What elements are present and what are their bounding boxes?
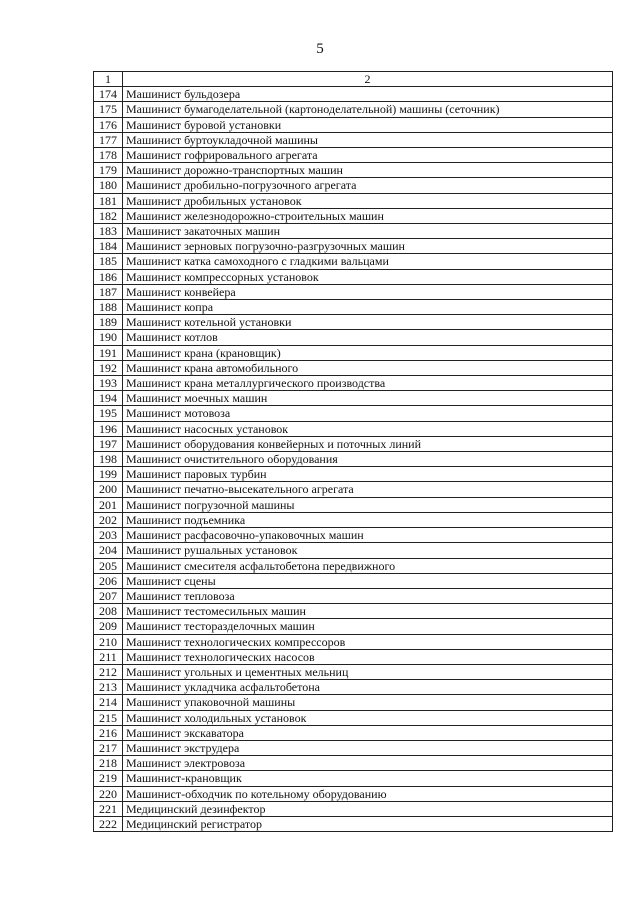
row-number: 191 bbox=[94, 345, 123, 360]
table-row bbox=[94, 680, 613, 695]
row-number: 220 bbox=[94, 786, 123, 801]
profession-name: Машинист котельной установки bbox=[123, 315, 613, 330]
profession-name: Машинист электровоза bbox=[123, 756, 613, 771]
profession-name: Машинист экскаватора bbox=[123, 725, 613, 740]
profession-name: Машинист экструдера bbox=[123, 740, 613, 755]
table-row bbox=[94, 132, 613, 147]
table-row bbox=[94, 269, 613, 284]
row-number: 212 bbox=[94, 664, 123, 679]
table-row bbox=[94, 315, 613, 330]
profession-name: Машинист дробильных установок bbox=[123, 193, 613, 208]
table-row bbox=[94, 756, 613, 771]
row-number: 188 bbox=[94, 300, 123, 315]
row-number: 182 bbox=[94, 208, 123, 223]
table-row bbox=[94, 695, 613, 710]
profession-name: Машинист моечных машин bbox=[123, 391, 613, 406]
table-row bbox=[94, 512, 613, 527]
table-row bbox=[94, 786, 613, 801]
row-number: 215 bbox=[94, 710, 123, 725]
professions-table bbox=[93, 71, 613, 832]
row-number: 189 bbox=[94, 315, 123, 330]
profession-name: Машинист подъемника bbox=[123, 512, 613, 527]
table-row bbox=[94, 588, 613, 603]
table-row bbox=[94, 649, 613, 664]
row-number: 185 bbox=[94, 254, 123, 269]
profession-name: Машинист очистительного оборудования bbox=[123, 452, 613, 467]
profession-name: Машинист крана металлургического производства bbox=[123, 376, 613, 391]
table-row bbox=[94, 619, 613, 634]
row-number: 180 bbox=[94, 178, 123, 193]
profession-name: Машинист рушальных установок bbox=[123, 543, 613, 558]
table-row bbox=[94, 148, 613, 163]
row-number: 197 bbox=[94, 436, 123, 451]
row-number: 210 bbox=[94, 634, 123, 649]
profession-name: Машинист паровых турбин bbox=[123, 467, 613, 482]
row-number: 219 bbox=[94, 771, 123, 786]
table-row bbox=[94, 725, 613, 740]
row-number: 204 bbox=[94, 543, 123, 558]
profession-name: Машинист мотовоза bbox=[123, 406, 613, 421]
profession-name: Машинист гофрировального агрегата bbox=[123, 148, 613, 163]
profession-name: Машинист укладчика асфальтобетона bbox=[123, 680, 613, 695]
profession-name: Машинист угольных и цементных мельниц bbox=[123, 664, 613, 679]
row-number: 198 bbox=[94, 452, 123, 467]
profession-name: Машинист дорожно-транспортных машин bbox=[123, 163, 613, 178]
row-number: 195 bbox=[94, 406, 123, 421]
row-number: 201 bbox=[94, 497, 123, 512]
table-row bbox=[94, 634, 613, 649]
table-row bbox=[94, 178, 613, 193]
row-number: 177 bbox=[94, 132, 123, 147]
table-row bbox=[94, 87, 613, 102]
profession-name: Машинист технологических компрессоров bbox=[123, 634, 613, 649]
row-number: 179 bbox=[94, 163, 123, 178]
table-row bbox=[94, 710, 613, 725]
profession-name: Машинист смесителя асфальтобетона передвижного bbox=[123, 558, 613, 573]
table-row bbox=[94, 284, 613, 299]
profession-name: Машинист насосных установок bbox=[123, 421, 613, 436]
table-row bbox=[94, 452, 613, 467]
profession-name: Машинист тесторазделочных машин bbox=[123, 619, 613, 634]
page-number: 5 bbox=[316, 41, 324, 57]
row-number: 206 bbox=[94, 573, 123, 588]
row-number: 176 bbox=[94, 117, 123, 132]
table-row bbox=[94, 117, 613, 132]
row-number: 196 bbox=[94, 421, 123, 436]
row-number: 202 bbox=[94, 512, 123, 527]
row-number: 216 bbox=[94, 725, 123, 740]
table-row bbox=[94, 740, 613, 755]
profession-name: Медицинский дезинфектор bbox=[123, 801, 613, 816]
row-number: 200 bbox=[94, 482, 123, 497]
table-row bbox=[94, 816, 613, 831]
table-row bbox=[94, 208, 613, 223]
row-number: 190 bbox=[94, 330, 123, 345]
table-row bbox=[94, 604, 613, 619]
row-number: 174 bbox=[94, 87, 123, 102]
table-row bbox=[94, 543, 613, 558]
row-number: 199 bbox=[94, 467, 123, 482]
profession-name: Машинист катка самоходного с гладкими вальцами bbox=[123, 254, 613, 269]
row-number: 208 bbox=[94, 604, 123, 619]
profession-name: Машинист компрессорных установок bbox=[123, 269, 613, 284]
row-number: 217 bbox=[94, 740, 123, 755]
profession-name: Машинист тестомесильных машин bbox=[123, 604, 613, 619]
row-number: 194 bbox=[94, 391, 123, 406]
profession-name: Машинист холодильных установок bbox=[123, 710, 613, 725]
profession-name: Машинист железнодорожно-строительных машин bbox=[123, 208, 613, 223]
table-row bbox=[94, 345, 613, 360]
table-row bbox=[94, 573, 613, 588]
row-number: 214 bbox=[94, 695, 123, 710]
table-row bbox=[94, 771, 613, 786]
profession-name: Машинист печатно-высекательного агрегата bbox=[123, 482, 613, 497]
profession-name: Машинист буровой установки bbox=[123, 117, 613, 132]
table-row bbox=[94, 163, 613, 178]
table-row bbox=[94, 801, 613, 816]
row-number: 213 bbox=[94, 680, 123, 695]
column-header-number: 1 bbox=[94, 72, 123, 87]
row-number: 221 bbox=[94, 801, 123, 816]
row-number: 209 bbox=[94, 619, 123, 634]
profession-name: Машинист сцены bbox=[123, 573, 613, 588]
table-row bbox=[94, 497, 613, 512]
profession-name: Машинист технологических насосов bbox=[123, 649, 613, 664]
row-number: 178 bbox=[94, 148, 123, 163]
row-number: 222 bbox=[94, 816, 123, 831]
table-row bbox=[94, 254, 613, 269]
table-row bbox=[94, 406, 613, 421]
table-row bbox=[94, 102, 613, 117]
table-row bbox=[94, 193, 613, 208]
table-row bbox=[94, 391, 613, 406]
profession-name: Машинист дробильно-погрузочного агрегата bbox=[123, 178, 613, 193]
profession-name: Машинист крана автомобильного bbox=[123, 360, 613, 375]
table-row bbox=[94, 482, 613, 497]
profession-name: Машинист зерновых погрузочно-разгрузочных машин bbox=[123, 239, 613, 254]
profession-name: Машинист-крановщик bbox=[123, 771, 613, 786]
table-row bbox=[94, 376, 613, 391]
profession-name: Машинист конвейера bbox=[123, 284, 613, 299]
profession-name: Машинист оборудования конвейерных и поточных линий bbox=[123, 436, 613, 451]
profession-name: Машинист бульдозера bbox=[123, 87, 613, 102]
row-number: 203 bbox=[94, 528, 123, 543]
table-row bbox=[94, 224, 613, 239]
row-number: 186 bbox=[94, 269, 123, 284]
row-number: 207 bbox=[94, 588, 123, 603]
table-row bbox=[94, 664, 613, 679]
row-number: 193 bbox=[94, 376, 123, 391]
profession-name: Машинист котлов bbox=[123, 330, 613, 345]
profession-name: Машинист расфасовочно-упаковочных машин bbox=[123, 528, 613, 543]
profession-name: Машинист буртоукладочной машины bbox=[123, 132, 613, 147]
row-number: 192 bbox=[94, 360, 123, 375]
table-row bbox=[94, 239, 613, 254]
table-body bbox=[94, 87, 613, 832]
table-row bbox=[94, 528, 613, 543]
profession-name: Машинист тепловоза bbox=[123, 588, 613, 603]
profession-name: Машинист крана (крановщик) bbox=[123, 345, 613, 360]
table-row bbox=[94, 330, 613, 345]
row-number: 183 bbox=[94, 224, 123, 239]
profession-name: Машинист погрузочной машины bbox=[123, 497, 613, 512]
table-row bbox=[94, 558, 613, 573]
table-row bbox=[94, 467, 613, 482]
profession-name: Машинист-обходчик по котельному оборудованию bbox=[123, 786, 613, 801]
row-number: 205 bbox=[94, 558, 123, 573]
profession-name: Машинист бумагоделательной (картоноделательной) машины (сеточник) bbox=[123, 102, 613, 117]
profession-name: Машинист копра bbox=[123, 300, 613, 315]
profession-name: Машинист закаточных машин bbox=[123, 224, 613, 239]
row-number: 187 bbox=[94, 284, 123, 299]
row-number: 211 bbox=[94, 649, 123, 664]
row-number: 218 bbox=[94, 756, 123, 771]
table-header-row bbox=[94, 72, 613, 87]
profession-name: Машинист упаковочной машины bbox=[123, 695, 613, 710]
table-row bbox=[94, 300, 613, 315]
table-row bbox=[94, 436, 613, 451]
column-header-name: 2 bbox=[123, 72, 613, 87]
row-number: 181 bbox=[94, 193, 123, 208]
row-number: 184 bbox=[94, 239, 123, 254]
table-row bbox=[94, 360, 613, 375]
row-number: 175 bbox=[94, 102, 123, 117]
profession-name: Медицинский регистратор bbox=[123, 816, 613, 831]
table-row bbox=[94, 421, 613, 436]
